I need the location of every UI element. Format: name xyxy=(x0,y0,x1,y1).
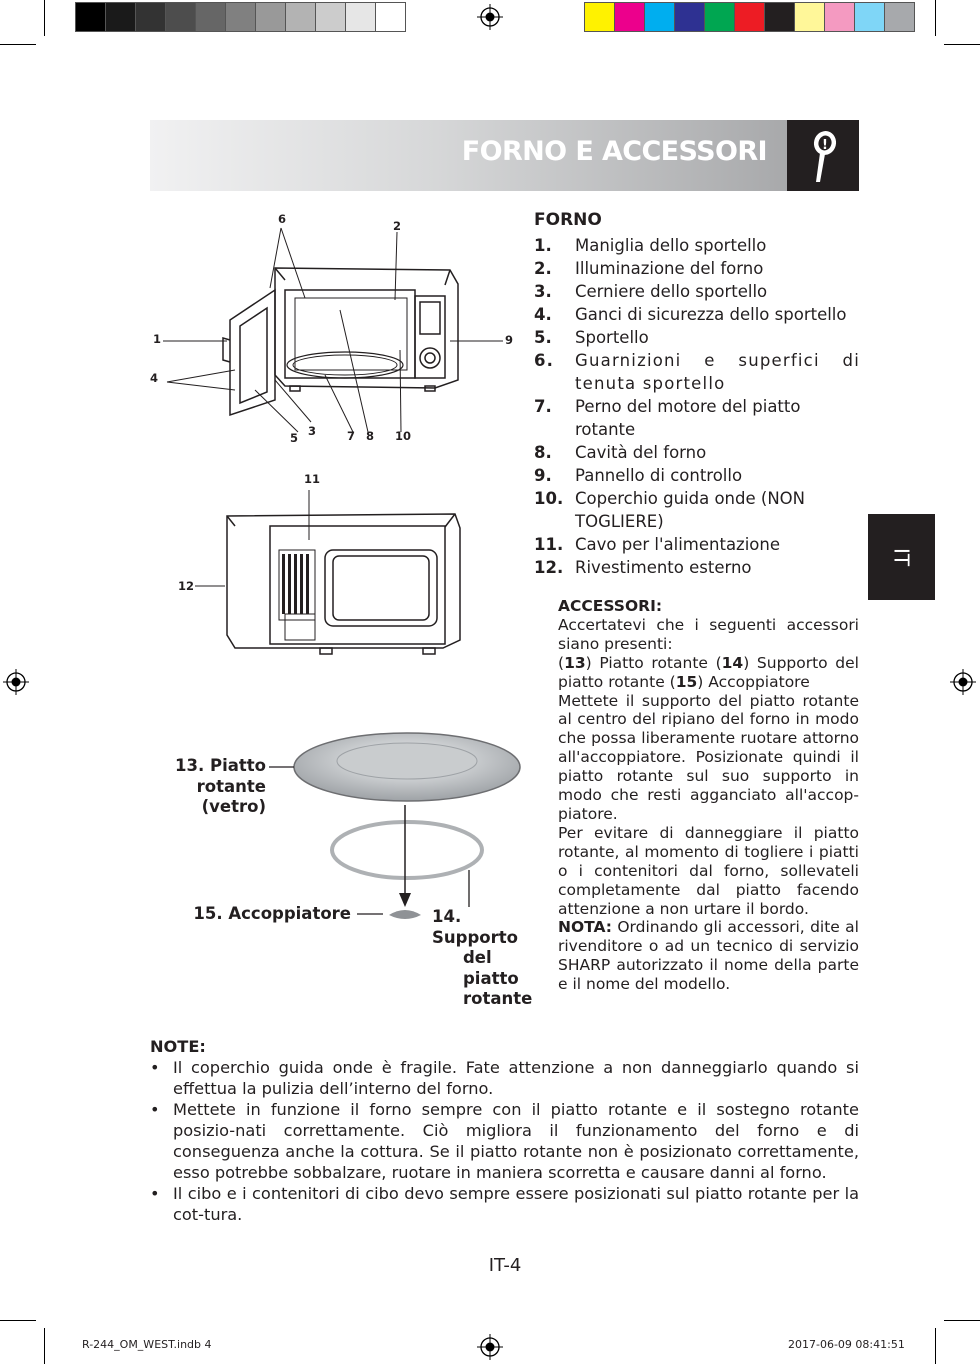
color-swatch xyxy=(824,2,854,32)
color-swatch xyxy=(884,2,915,32)
forno-item xyxy=(534,326,860,349)
accessori-section xyxy=(558,597,859,994)
color-swatch xyxy=(255,2,285,32)
forno-item xyxy=(534,257,860,280)
forno-item-number: 8. xyxy=(534,443,552,462)
label-2: 2 xyxy=(393,219,402,233)
forno-item-text: Guarnizioni e superfici di tenuta sportello xyxy=(575,351,860,393)
color-swatch xyxy=(794,2,824,32)
forno-item xyxy=(534,487,860,533)
label-1: 1 xyxy=(153,332,162,346)
color-swatch xyxy=(674,2,704,32)
forno-item-text: Perno del motore del piatto rotante xyxy=(575,397,801,439)
forno-item-text: Cavo per l'alimentazione xyxy=(575,535,781,554)
label-12: 12 xyxy=(178,579,195,593)
color-swatch xyxy=(135,2,165,32)
notes-heading: NOTE: xyxy=(150,1037,206,1056)
label-7: 7 xyxy=(347,429,356,443)
color-swatch-bar xyxy=(584,2,915,32)
label-6: 6 xyxy=(278,212,287,226)
accessori-nota: NOTA: Ordinando gli accessori, dite al rivenditore o ad un tecnico di servizio SHARP autorizzato il nome della parte e il nome del modello. xyxy=(558,918,859,994)
color-swatch xyxy=(225,2,255,32)
note-item: • Il coperchio guida onde è fragile. Fate attenzione a non danneggiarlo quando si effettua la pulizia dell’interno del forno. xyxy=(150,1057,859,1099)
language-tab xyxy=(868,514,935,600)
color-swatch xyxy=(644,2,674,32)
color-swatch xyxy=(165,2,195,32)
callout-piatto-rotante: 13. Piatto rotante (vetro) xyxy=(175,756,266,816)
info-pointer-icon xyxy=(787,120,859,191)
svg-text:!: ! xyxy=(822,138,828,153)
accessories-diagram xyxy=(265,725,535,930)
color-swatch xyxy=(734,2,764,32)
forno-item-number: 10. xyxy=(534,489,564,508)
color-swatch xyxy=(614,2,644,32)
color-swatch xyxy=(584,2,614,32)
forno-item-number: 5. xyxy=(534,328,552,347)
accessori-paragraph: Per evitare di danneggiare il piatto rotante, al momento di togliere i piatti o i contenitori dal forno, sollevateli completamente dal piatto facendo attenzione a non urtare il bordo. xyxy=(558,823,859,918)
label-5: 5 xyxy=(290,431,299,445)
forno-heading: FORNO xyxy=(534,210,602,230)
registration-mark-icon xyxy=(950,669,976,695)
gray-swatch-bar xyxy=(75,2,406,32)
forno-item-number: 3. xyxy=(534,282,552,301)
label-8: 8 xyxy=(366,429,375,443)
footer-filename: R-244_OM_WEST.indb 4 xyxy=(82,1338,212,1351)
callout-supporto: 14. Supporto del piatto rotante xyxy=(432,907,533,1008)
label-3: 3 xyxy=(308,424,317,438)
forno-item-text: Illuminazione del forno xyxy=(575,259,764,278)
accessori-list-line: (13) Piatto rotante (14) Supporto del piatto rotante (15) Accoppiatore xyxy=(558,653,859,691)
language-tab-label: IT xyxy=(889,547,914,567)
page-number: IT-4 xyxy=(488,1255,522,1276)
forno-item-number: 1. xyxy=(534,236,552,255)
forno-item xyxy=(534,395,860,441)
label-10: 10 xyxy=(395,429,412,443)
forno-item xyxy=(534,441,860,464)
forno-parts-list xyxy=(534,234,860,579)
forno-item-text: Coperchio guida onde (NON TOGLIERE) xyxy=(575,489,805,531)
note-item: • Mettete in funzione il forno sempre con il piatto rotante e il sostegno rotante posizio-nati correttamente. Ciò migliora il funzionamento del forno e di conseguenza anche la cottura. Se il piatto rotante non è posizionato correttamente, esso potrebbe sobbalzare, ruotare in maniera scorretta e causare danni al forno. xyxy=(150,1099,859,1183)
forno-item-text: Maniglia dello sportello xyxy=(575,236,767,255)
forno-item-text: Ganci di sicurezza dello sportello xyxy=(575,305,847,324)
forno-item-text: Sportello xyxy=(575,328,649,347)
color-swatch xyxy=(704,2,734,32)
accessori-heading: ACCESSORI: xyxy=(558,597,663,615)
forno-item xyxy=(534,533,860,556)
forno-item-number: 6. xyxy=(534,351,555,370)
forno-item xyxy=(534,234,860,257)
forno-item-number: 12. xyxy=(534,558,564,577)
notes-section xyxy=(150,1036,859,1225)
label-9: 9 xyxy=(505,333,514,347)
forno-item xyxy=(534,556,860,579)
oven-front-diagram xyxy=(145,210,520,450)
registration-mark-icon xyxy=(477,4,503,30)
forno-item xyxy=(534,464,860,487)
forno-item-text: Cerniere dello sportello xyxy=(575,282,768,301)
forno-item-number: 4. xyxy=(534,305,552,324)
color-swatch xyxy=(315,2,345,32)
color-swatch xyxy=(195,2,225,32)
forno-item-text: Cavità del forno xyxy=(575,443,707,462)
accessori-paragraph: Mettete il supporto del piatto rotante al centro del ripiano del forno in modo che possa liberamente ruotare attorno all'accoppiatore. Posizionate quindi il piatto rotante sul suo supporto in modo che resti agganciato all'accop-piatore. xyxy=(558,691,859,823)
color-swatch xyxy=(75,2,105,32)
color-swatch xyxy=(285,2,315,32)
registration-mark-icon xyxy=(3,669,29,695)
forno-item xyxy=(534,280,860,303)
registration-mark-icon xyxy=(477,1334,503,1360)
forno-item-number: 9. xyxy=(534,466,552,485)
forno-item-text: Rivestimento esterno xyxy=(575,558,752,577)
forno-item-number: 2. xyxy=(534,259,552,278)
forno-item xyxy=(534,303,860,326)
color-swatch xyxy=(345,2,375,32)
section-header xyxy=(150,120,787,191)
color-swatch xyxy=(105,2,135,32)
color-swatch xyxy=(375,2,406,32)
color-swatch xyxy=(854,2,884,32)
footer-timestamp: 2017-06-09 08:41:51 xyxy=(788,1338,905,1351)
label-4: 4 xyxy=(150,371,159,385)
forno-item-text: Pannello di controllo xyxy=(575,466,743,485)
label-11: 11 xyxy=(304,472,321,486)
forno-item xyxy=(534,349,860,395)
oven-rear-diagram xyxy=(175,480,475,665)
note-item: • Il cibo e i contenitori di cibo devo sempre essere posizionati sul piatto rotante per la cot-tura. xyxy=(150,1183,859,1225)
page-title: FORNO E ACCESSORI xyxy=(461,136,767,167)
color-swatch xyxy=(764,2,794,32)
forno-item-number: 11. xyxy=(534,535,564,554)
accessori-intro: Accertatevi che i seguenti accessori siano presenti: xyxy=(558,615,859,653)
forno-item-number: 7. xyxy=(534,397,552,416)
callout-accoppiatore: 15. Accoppiatore xyxy=(193,904,351,923)
